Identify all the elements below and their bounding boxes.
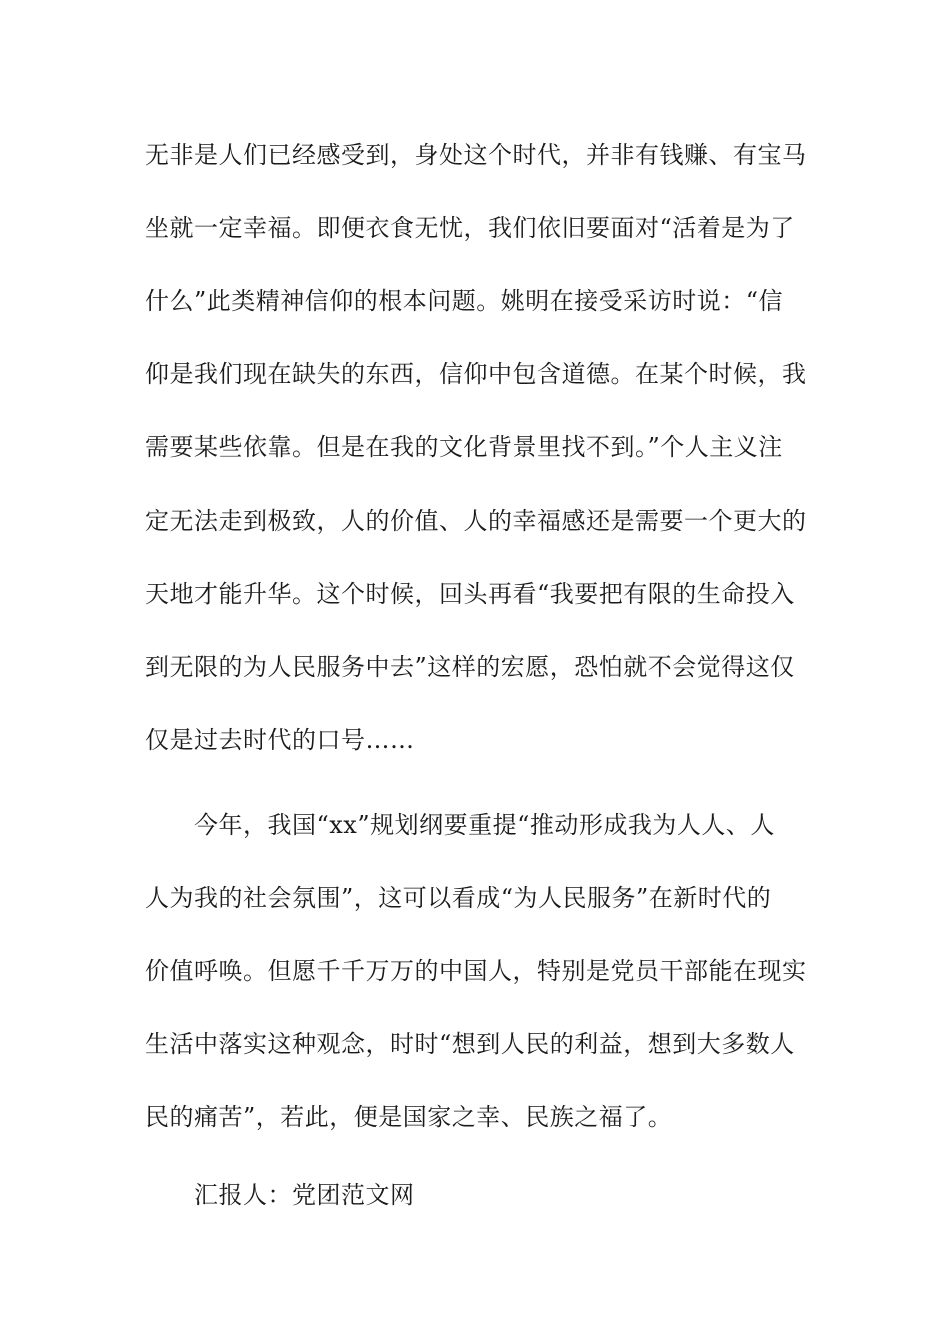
paragraph-1-line-7: 天地才能升华。这个时候，回头再看“我要把有限的生命投入 bbox=[145, 580, 795, 608]
paragraph-2-line-2: 人为我的社会氛围”，这可以看成“为人民服务”在新时代的 bbox=[145, 884, 772, 912]
paragraph-1-line-2: 坐就一定幸福。即便衣食无忧，我们依旧要面对“活着是为了 bbox=[145, 214, 795, 242]
paragraph-2-line-4: 生活中落实这种观念，时时“想到人民的利益，想到大多数人 bbox=[145, 1030, 795, 1058]
paragraph-1-line-4: 仰是我们现在缺失的东西，信仰中包含道德。在某个时候，我 bbox=[145, 360, 807, 388]
paragraph-2-line-1: 今年，我国“xx”规划纲要重提“推动形成我为人人、人 bbox=[145, 811, 775, 839]
paragraph-1-line-5: 需要某些依靠。但是在我的文化背景里找不到。”个人主义注 bbox=[145, 433, 783, 461]
paragraph-1-line-9: 仅是过去时代的口号…… bbox=[145, 726, 415, 754]
reporter-signature: 汇报人：党团范文网 bbox=[145, 1181, 415, 1209]
paragraph-1-line-8: 到无限的为人民服务中去”这样的宏愿，恐怕就不会觉得这仅 bbox=[145, 653, 795, 681]
paragraph-2-line-3: 价值呼唤。但愿千千万万的中国人，特别是党员干部能在现实 bbox=[145, 957, 807, 985]
paragraph-1-line-1: 无非是人们已经感受到，身处这个时代，并非有钱赚、有宝马 bbox=[145, 141, 807, 169]
paragraph-1-line-3: 什么”此类精神信仰的根本问题。姚明在接受采访时说：“信 bbox=[145, 287, 784, 315]
paragraph-2-line-5: 民的痛苦”，若此，便是国家之幸、民族之福了。 bbox=[145, 1103, 673, 1131]
paragraph-1-line-6: 定无法走到极致，人的价值、人的幸福感还是需要一个更大的 bbox=[145, 507, 807, 535]
